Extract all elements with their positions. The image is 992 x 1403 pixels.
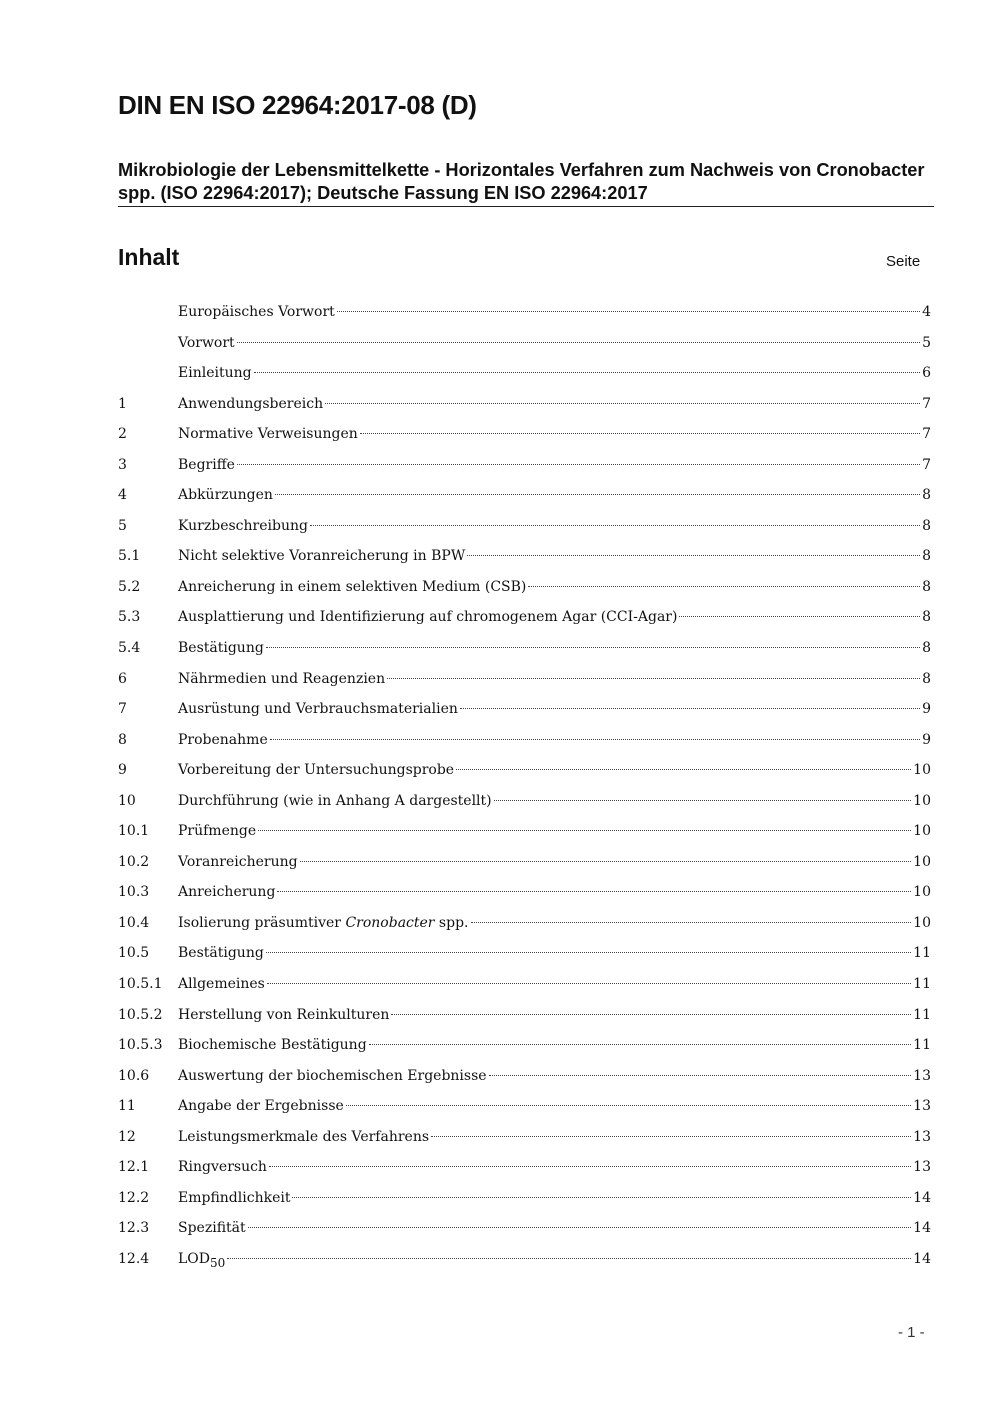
toc-entry-dot-leader [369, 1044, 912, 1045]
toc-entry-dot-leader [248, 1227, 912, 1228]
toc-entry-page: 14 [913, 1220, 931, 1237]
toc-entry[interactable] [118, 1094, 931, 1125]
toc-entry[interactable] [118, 544, 931, 575]
toc-entry-page: 13 [913, 1098, 931, 1115]
toc-entry[interactable] [118, 422, 931, 453]
toc-entry-title [178, 392, 323, 416]
toc-entry-title [178, 941, 264, 965]
toc-entry-dot-leader [346, 1105, 911, 1106]
toc-entry[interactable] [118, 575, 931, 606]
toc-entry-dot-leader [258, 830, 911, 831]
toc-entry-number: 5.4 [118, 640, 141, 657]
toc-entry-page: 6 [922, 365, 931, 382]
toc-entry-page: 11 [913, 1006, 931, 1023]
toc-entry-title [178, 422, 358, 446]
toc-entry-title [178, 605, 677, 629]
toc-entry-title-text: Vorbereitung der Untersuchungsprobe [178, 762, 455, 779]
toc-entry-title-text: Nicht selektive Voranreicherung in BPW [178, 548, 466, 565]
toc-entry[interactable] [118, 361, 931, 392]
toc-entry[interactable] [118, 972, 931, 1003]
toc-entry-page: 7 [922, 395, 931, 412]
toc-entry-title-text: Begriffe [178, 456, 235, 473]
subtitle-divider [118, 206, 934, 207]
toc-entry-page: 8 [922, 609, 931, 626]
toc-entry[interactable] [118, 453, 931, 484]
toc-entry-title-text: Allgemeines [178, 976, 265, 993]
toc-entry-number: 5.2 [118, 578, 141, 595]
toc-entry-page: 10 [913, 823, 931, 840]
toc-entry-number: 10.5.1 [118, 976, 163, 993]
toc-entry-title [178, 850, 298, 874]
toc-entry[interactable] [118, 850, 931, 881]
toc-entry-title [178, 483, 273, 507]
toc-entry[interactable] [118, 911, 931, 942]
toc-entry-title-text: LOD [178, 1250, 210, 1267]
toc-entry-title-text: Kurzbeschreibung [178, 517, 308, 534]
toc-entry-number: 12.2 [118, 1189, 150, 1206]
toc-entry-page: 9 [922, 701, 931, 718]
toc-entry-title-text: Prüfmenge [178, 823, 257, 840]
document-subtitle: Mikrobiologie der Lebensmittelkette - Horizontales Verfahren zum Nachweis von Cronobacter spp. (ISO 22964:2017); Deutsche Fassung EN ISO 22964:2017 [118, 160, 925, 203]
toc-entry-dot-leader [679, 616, 920, 617]
toc-entry-number: 10.5.3 [118, 1037, 163, 1054]
toc-entry-number: 1 [118, 395, 127, 412]
toc-entry-number: 3 [118, 456, 127, 473]
toc-entry-page: 5 [922, 334, 931, 351]
toc-entry[interactable] [118, 331, 931, 362]
toc-entry-dot-leader [310, 525, 920, 526]
toc-entry-page: 4 [922, 304, 931, 320]
toc-entry-number: 5.3 [118, 609, 141, 626]
toc-entry-dot-leader [270, 739, 920, 740]
toc-entry-dot-leader [431, 1136, 911, 1137]
toc-entry[interactable] [118, 667, 931, 698]
toc-entry[interactable] [118, 697, 931, 728]
toc-entry[interactable] [118, 605, 931, 636]
toc-entry-title-text: Nährmedien und Reagenzien [178, 670, 386, 687]
toc-entry-title [178, 1003, 389, 1027]
toc-entry-title-text: Europäisches Vorwort [178, 304, 335, 320]
toc-entry-title [178, 789, 492, 813]
toc-entry-title-text: Spezifität [178, 1220, 246, 1237]
toc-entry-number: 7 [118, 701, 127, 718]
toc-entry-title [178, 1186, 290, 1210]
toc-entry-page: 11 [913, 945, 931, 962]
toc-entry-title [178, 819, 256, 843]
toc-entry-page: 13 [913, 1128, 931, 1145]
toc-entry-title-text: Probenahme [178, 731, 268, 748]
toc-entry-title-text: Anwendungsbereich [178, 395, 324, 412]
toc-entry-title [178, 1155, 267, 1179]
toc-entry-number: 4 [118, 487, 127, 504]
toc-entry-number: 11 [118, 1098, 136, 1115]
toc-entry-title-text: Normative Verweisungen [178, 426, 358, 443]
toc-entry-number: 5.1 [118, 548, 141, 565]
toc-entry-title-text: Vorwort [178, 334, 235, 351]
toc-entry-dot-leader [528, 586, 920, 587]
toc-entry-number: 12.1 [118, 1159, 150, 1176]
toc-entry-dot-leader [266, 647, 920, 648]
toc-entry-dot-leader [391, 1014, 911, 1015]
toc-entry-title-subscript: 50 [210, 1255, 226, 1270]
toc-page-column-label: Seite [886, 253, 921, 270]
toc-entry-dot-leader [467, 555, 920, 556]
toc-entry-number: 9 [118, 762, 127, 779]
toc-entry-number: 6 [118, 670, 127, 687]
toc-entry-title-text: Voranreicherung [178, 853, 298, 870]
toc-entry-title-text: Angabe der Ergebnisse [178, 1098, 344, 1115]
toc-entry-page: 8 [922, 578, 931, 595]
toc-entry-page: 8 [922, 487, 931, 504]
toc-entry-title-text: Anreicherung in einem selektiven Medium (CSB) [178, 578, 527, 595]
toc-entry-title [178, 1064, 487, 1088]
toc-entry-title-text: Einleitung [178, 365, 252, 382]
toc-entry-page: 10 [913, 884, 931, 901]
toc-entry[interactable] [118, 1247, 931, 1278]
toc-entry[interactable] [118, 1186, 931, 1217]
toc-entry-title [178, 575, 526, 599]
document-title: DIN EN ISO 22964:2017-08 (D) [118, 90, 477, 120]
toc-entry-page: 8 [922, 640, 931, 657]
toc-entry-title [178, 636, 264, 660]
toc-entry-title-text: Ringversuch [178, 1159, 267, 1176]
toc-entry-title [178, 453, 235, 477]
toc-entry-page: 10 [913, 853, 931, 870]
toc-entry-title [178, 911, 469, 935]
toc-entry-number: 10.6 [118, 1067, 150, 1084]
toc-entry-page: 9 [922, 731, 931, 748]
toc-entry-title-text: Ausplattierung und Identifizierung auf chromogenem Agar (CCI-Agar) [178, 609, 678, 626]
toc-entry-number: 12.3 [118, 1220, 150, 1237]
table-of-contents [118, 300, 931, 1278]
toc-entry-title [178, 667, 385, 691]
toc-entry-page: 14 [913, 1250, 931, 1267]
toc-entry-title [178, 544, 465, 568]
toc-entry-dot-leader [494, 800, 912, 801]
toc-entry-title-text: Biochemische Bestätigung [178, 1037, 367, 1054]
toc-entry[interactable] [118, 1003, 931, 1034]
toc-entry-title [178, 361, 252, 385]
toc-entry-dot-leader [275, 494, 920, 495]
toc-entry-title-suffix: spp. [434, 914, 469, 931]
toc-entry-title [178, 1094, 344, 1118]
toc-entry-dot-leader [237, 464, 920, 465]
toc-entry-number: 10 [118, 792, 136, 809]
toc-entry-title [178, 300, 335, 324]
toc-entry-number: 10.3 [118, 884, 150, 901]
toc-entry[interactable] [118, 758, 931, 789]
toc-entry-page: 8 [922, 517, 931, 534]
toc-entry-title-text: Leistungsmerkmale des Verfahrens [178, 1128, 430, 1145]
toc-entry-dot-leader [292, 1197, 911, 1198]
toc-entry[interactable] [118, 728, 931, 759]
toc-entry-number: 12 [118, 1128, 136, 1145]
toc-entry-title [178, 972, 265, 996]
toc-entry-page: 10 [913, 762, 931, 779]
toc-entry-title-text: Bestätigung [178, 640, 264, 657]
toc-entry-number: 10.2 [118, 853, 150, 870]
toc-entry-number: 10.5.2 [118, 1006, 163, 1023]
toc-entry-number: 10.4 [118, 914, 150, 931]
toc-entry[interactable] [118, 636, 931, 667]
toc-entry[interactable] [118, 514, 931, 545]
toc-entry[interactable] [118, 880, 931, 911]
toc-entry-title [178, 1033, 367, 1057]
toc-entry[interactable] [118, 392, 931, 423]
toc-entry-dot-leader [460, 708, 920, 709]
toc-entry[interactable] [118, 483, 931, 514]
toc-entry-title-text: Auswertung der biochemischen Ergebnisse [178, 1067, 487, 1084]
toc-entry-title [178, 1216, 246, 1240]
toc-entry-number: 10.5 [118, 945, 150, 962]
toc-entry[interactable] [118, 819, 931, 850]
toc-entry[interactable] [118, 941, 931, 972]
toc-entry[interactable] [118, 1216, 931, 1247]
toc-entry-dot-leader [337, 311, 920, 312]
toc-entry-title-text: Empfindlichkeit [178, 1189, 291, 1206]
toc-entry-number: 8 [118, 731, 127, 748]
toc-entry-page: 10 [913, 914, 931, 931]
toc-entry-dot-leader [300, 861, 912, 862]
toc-entry-title-text: Bestätigung [178, 945, 264, 962]
toc-entry-dot-leader [387, 678, 920, 679]
toc-entry-title [178, 758, 454, 782]
toc-entry-page: 13 [913, 1159, 931, 1176]
toc-entry[interactable] [118, 300, 931, 331]
toc-entry[interactable] [118, 1064, 931, 1095]
toc-entry-page: 13 [913, 1067, 931, 1084]
toc-entry-page: 11 [913, 976, 931, 993]
toc-entry-title [178, 697, 458, 721]
toc-entry-dot-leader [325, 403, 920, 404]
toc-heading: Inhalt [118, 244, 180, 270]
toc-entry-title [178, 331, 235, 355]
toc-entry-page: 7 [922, 456, 931, 473]
toc-entry-dot-leader [456, 769, 911, 770]
toc-entry-title-text: Anreicherung [178, 884, 276, 901]
toc-entry-number: 2 [118, 426, 127, 443]
toc-entry-title [178, 1247, 225, 1275]
toc-entry-title-text: Herstellung von Reinkulturen [178, 1006, 390, 1023]
toc-entry[interactable] [118, 1125, 931, 1156]
toc-entry-number: 5 [118, 517, 127, 534]
toc-entry-title-text: Durchführung (wie in Anhang A dargestellt) [178, 792, 492, 809]
toc-entry-dot-leader [277, 891, 911, 892]
toc-entry-dot-leader [227, 1258, 911, 1259]
toc-entry-dot-leader [489, 1075, 912, 1076]
toc-entry-title [178, 880, 275, 904]
toc-entry-dot-leader [237, 342, 920, 343]
toc-entry-page: 8 [922, 548, 931, 565]
toc-entry-dot-leader [266, 952, 911, 953]
toc-entry-title [178, 1125, 429, 1149]
page-number: - 1 - [898, 1324, 925, 1341]
toc-entry-title [178, 728, 268, 752]
toc-entry[interactable] [118, 1155, 931, 1186]
toc-entry-dot-leader [471, 922, 912, 923]
toc-entry-dot-leader [267, 983, 911, 984]
toc-entry[interactable] [118, 789, 931, 820]
toc-entry-dot-leader [360, 433, 920, 434]
toc-entry-page: 7 [922, 426, 931, 443]
toc-entry-page: 11 [913, 1037, 931, 1054]
toc-entry-title-text: Isolierung präsumtiver [178, 914, 341, 931]
toc-entry[interactable] [118, 1033, 931, 1064]
toc-entry-number: 12.4 [118, 1250, 150, 1267]
toc-entry-page: 14 [913, 1189, 931, 1206]
toc-entry-title-text: Abkürzungen [178, 487, 273, 504]
toc-entry-title [178, 514, 308, 538]
toc-entry-title-italic: Cronobacter [345, 914, 435, 931]
toc-entry-dot-leader [269, 1166, 911, 1167]
toc-entry-number: 10.1 [118, 823, 150, 840]
toc-entry-title-text: Ausrüstung und Verbrauchsmaterialien [178, 701, 458, 718]
toc-entry-page: 10 [913, 792, 931, 809]
toc-entry-page: 8 [922, 670, 931, 687]
toc-entry-dot-leader [254, 372, 921, 373]
